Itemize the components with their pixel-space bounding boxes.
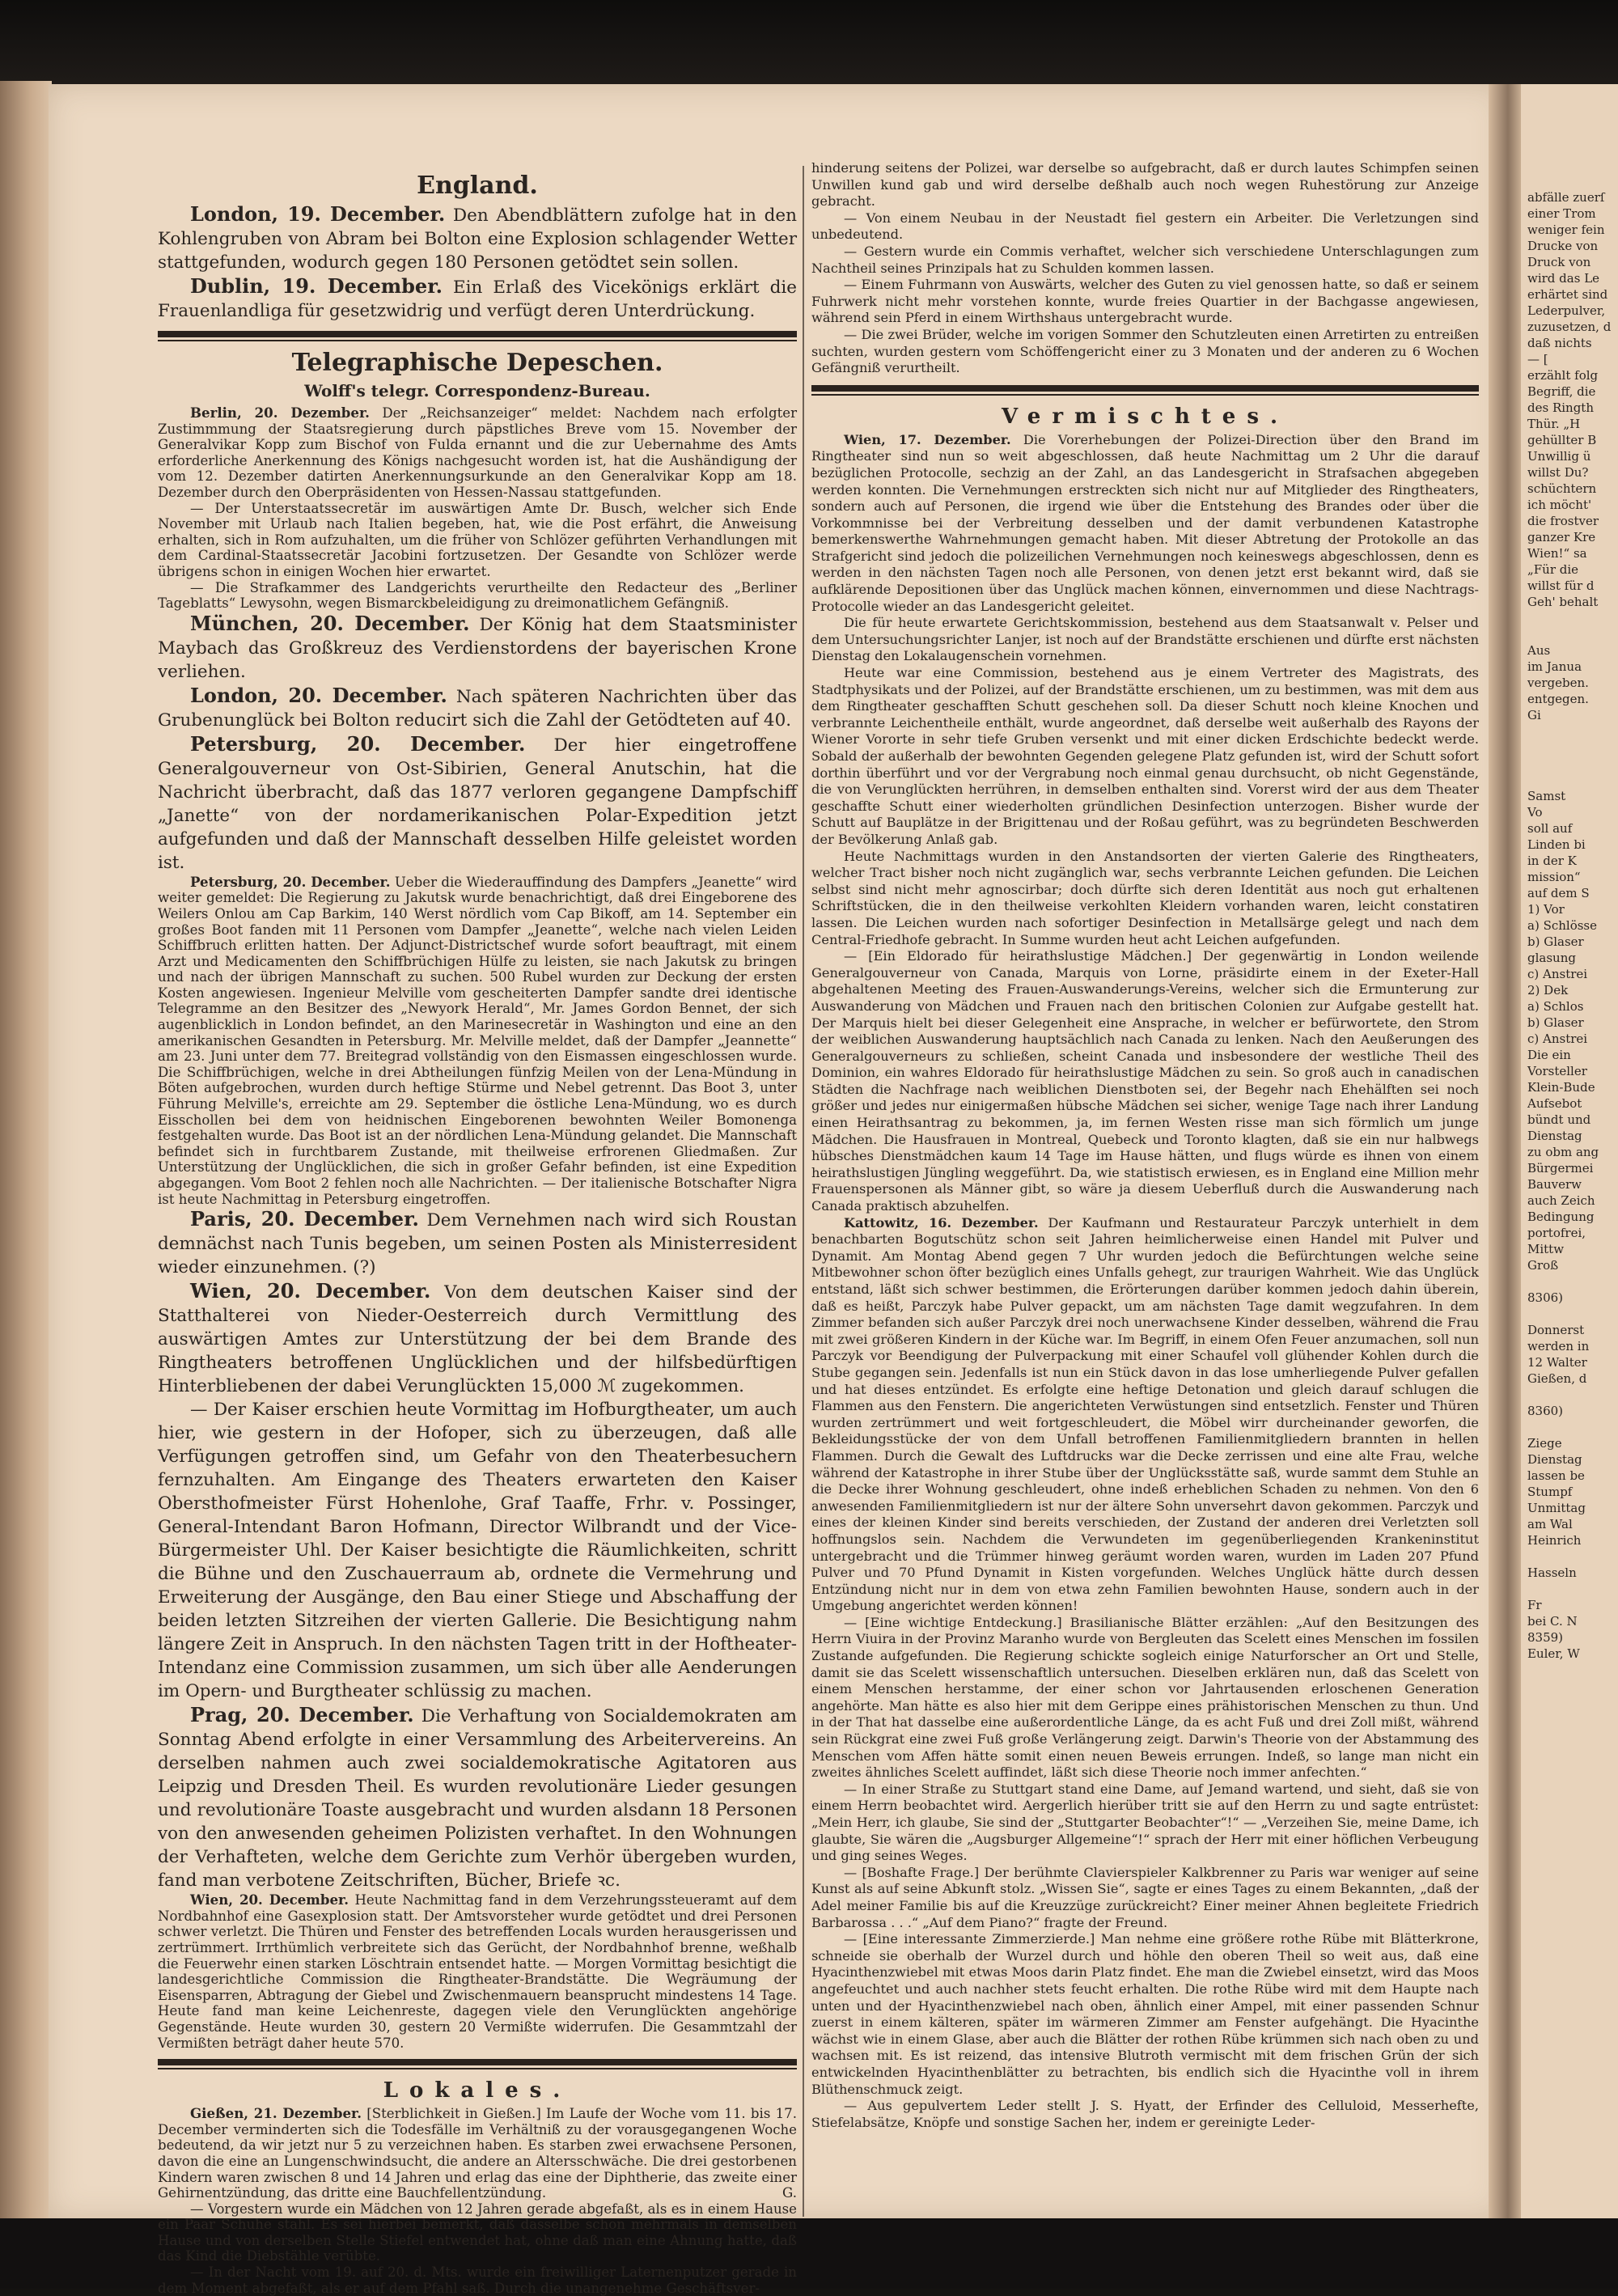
next-page-text-fragment: Unmittag (1527, 1501, 1586, 1515)
article-dateline: London, 20. December. (190, 683, 447, 707)
next-page-text-fragment (1521, 1306, 1618, 1322)
next-page-text-fragment: mission“ (1527, 870, 1581, 884)
next-page-text-fragment (1521, 610, 1618, 626)
article-dateline: München, 20. December. (190, 611, 470, 635)
next-page-text-fragment: Geh' behalt (1527, 595, 1599, 609)
article: Die für heute erwartete Gerichtskommission, bestehend aus dem Staatsanwalt v. Pelser und dem Untersuchungsrichter Lanjer, ist noch auf der Brandstätte erschienen und dürfte erst nächsten Dienstag den Lokalaugenschein vornehmen. (811, 615, 1479, 664)
next-page-text-fragment: Bauverw (1527, 1177, 1582, 1192)
article: hinderung seitens der Polizei, war derselbe so aufgebracht, daß er durch lautes Schimpfen seinen Unwillen kund gab und wird derselbe deßhalb auch noch wegen Ruhestörung zur Anzeige gebracht. (811, 160, 1479, 210)
next-page-text-fragment: Unwillig ü (1527, 449, 1591, 464)
next-page-text-fragment: Donnerst (1527, 1323, 1585, 1337)
next-page-text-fragment: Druck von (1527, 255, 1591, 269)
next-page-text-fragment: Gi (1527, 708, 1541, 722)
article-text: Dem Vernehmen nach wird sich Roustan demnächst nach Tunis begeben, um seinen Posten als Ministerresident wieder einzunehmen. (?) (158, 1210, 798, 1278)
next-page-text-fragment: b) Glaser (1527, 1015, 1584, 1030)
next-page-text-fragment: Groß (1527, 1258, 1559, 1273)
section-subtitle: Wolff's telegr. Correspondenz-Bureau. (304, 381, 650, 400)
next-page-text-fragment: Drucke von (1527, 239, 1599, 253)
article (158, 1703, 797, 1892)
next-page-text-fragment: 2) Dek (1527, 983, 1569, 998)
next-page-text-fragment: Euler, W (1527, 1646, 1580, 1661)
next-page-text-fragment (1521, 626, 1618, 642)
next-page-text-fragment: weniger fein (1527, 222, 1605, 237)
page-gutter (1489, 84, 1521, 2220)
next-page-text-fragment: c) Anstrei (1527, 1032, 1588, 1046)
next-page-text-fragment (1521, 756, 1618, 772)
next-page-text-fragment: Linden bi (1527, 837, 1586, 852)
article: — Von einem Neubau in der Neustadt fiel gestern ein Arbeiter. Die Verletzungen sind unbedeutend. (811, 210, 1479, 243)
next-page-text-fragment: wird das Le (1527, 271, 1600, 286)
article-text: Der König hat dem Staatsminister Maybach das Großkreuz des Verdienstordens der bayerischen Krone verliehen. (158, 614, 797, 682)
column-divider (803, 166, 804, 2217)
england-section (158, 170, 797, 323)
article-dateline: London, 19. December. (190, 202, 446, 226)
article (158, 580, 797, 612)
article: — Die zwei Brüder, welche im vorigen Sommer den Schutzleuten einen Arretirten zu entreißen suchten, wurden gestern vom Schöffengericht einer zu 3 Monaten und der anderen zu 6 Wochen Gefängniß verurtheilt. (811, 326, 1479, 376)
next-page-text-fragment: 8359) (1527, 1630, 1564, 1645)
next-page-text-fragment (1521, 723, 1618, 739)
article-dateline: Dublin, 19. December. (190, 274, 443, 298)
next-page-text-fragment: Lederpulver, (1527, 303, 1606, 318)
next-page-text-fragment: Mittw (1527, 1242, 1565, 1256)
article-text: Die Verhaftung von Socialdemokraten am Sonntag Abend erfolgte in einer Versammlung des Arbeitervereins. An derselben nahmen auch zwei socialdemokratische Agitatoren aus Leipzig und Dresden Theil. Es wurden revolutionäre Lieder gesungen und revolutionäre Toaste ausgebracht und wurden alsdann 18 Personen von den anwesenden geheimen Polizisten verhaftet. In den Wohnungen der Verhafteten, welche dem Gerichte zum Verhör übergeben wurden, fand man verbotene Zeitschriften, Bücher, Briefe ꝛc. (158, 1706, 797, 1891)
article (158, 732, 797, 875)
article-text: Von dem deutschen Kaiser sind der Statthalterei von Nieder-Oesterreich durch Vermittlung des auswärtigen Amtes zur Unterstützung der bei dem Brande des Ringtheaters betroffenen Unglücklichen und der hilfsbedürftigen Hinterbliebenen der dabei Verunglückten 15,000 ℳ zugekommen. (158, 1282, 797, 1397)
next-page-text-fragment: vergeben. (1527, 676, 1589, 690)
next-page-text-fragment: Bedingung (1527, 1209, 1595, 1224)
section-rule (158, 331, 797, 337)
next-page-text-fragment: Begriff, die (1527, 384, 1596, 399)
next-page-text-fragment: auch Zeich (1527, 1193, 1595, 1208)
next-page-text-fragment: Dienstag (1527, 1452, 1582, 1467)
article (158, 202, 797, 274)
next-page-text-fragment: bündt und (1527, 1112, 1591, 1127)
article: — Einem Fuhrmann von Auswärts, welcher des Guten zu viel genossen hatte, so daß er seinem Fuhrwerk nicht mehr vorstehen konnte, wurde freies Quartier in der Bachgasse angewiesen, während sein Pferd in einem Wirthshaus untergebracht wurde. (811, 277, 1479, 326)
next-page-text-fragment: im Janua (1527, 659, 1582, 674)
article-text: Heute Nachmittag fand in dem Verzehrungssteueramt auf dem Nordbahnhof eine Gasexplosion statt. Der Amtsvorsteher wurde getödtet und drei Personen schwer verletzt. Die Thüren und Fenster des betreffenden Locals wurden herausgerissen und zertrümmert. Irrthümlich verbreitete sich das Gerücht, der Nordbahnhof brenne, weßhalb die Feuerwehr einen starken Löschtrain entsendet hatte. — Morgen Vormittag besichtigt die landesgerichtliche Commission die Ringtheater-Brandstätte. Die Wegräumung der Eisensparren, Abtragung der Giebel und Zwischenmauern beansprucht mindestens 14 Tage. Heute fand man keine Leichenreste, dagegen viele den Verunglückten angehörige Gegenstände. Heute wurden 30, gestern 20 Vermißte widerrufen. Die Gesammtzahl der Vermißten beträgt daher heute 570. (158, 1892, 797, 2051)
next-page-text-fragment: a) Schlösse (1527, 918, 1598, 933)
article-text: — Der Kaiser erschien heute Vormittag im Hofburgtheater, um auch hier, wie gestern in der Hofoper, sich zu überzeugen, daß alle Verfügungen getroffen sind, um Gefahr von den Theaterbesuchern fernzuhalten. Am Eingange des Theaters erwarteten den Kaiser Obersthofmeister Fürst Hohenlohe, Graf Taaffe, Frhr. v. Possinger, General-Intendant Baron Hofmann, Director Wilbrandt und der Vice-Bürgermeister Uhl. Der Kaiser besichtigte die Räumlichkeiten, schritt die Bühne und den Zuschauerraum ab, ordnete die Vermehrung und Erweiterung der Ausgänge, den Bau einer Stiege und Abschaffung der beiden letzten Sitzreihen der vierten Gallerie. Die Besichtigung nahm längere Zeit in Anspruch. In den nächsten Tagen tritt in der Hoftheater-Intendanz eine Commission zusammen, um sich über alle Aenderungen im Opern- und Burgtheater schlüssig zu machen. (158, 1400, 797, 1702)
next-page-text-fragment: am Wal (1527, 1517, 1573, 1531)
article-dateline: Wien, 17. Dezember. (844, 431, 1011, 447)
article: — [Eine interessante Zimmerzierde.] Man nehme eine größere rothe Rübe mit Blätterkrone, schneide sie oberhalb der Wurzel durch und höhle den oberen Theil so weit aus, daß eine Hyacinthenzwiebel mit etwas Moos darin Platz findet. Ehe man die Zwiebel einsetzt, wird das Moos angefeuchtet und auch nachher stets feucht erhalten. Die rothe Rübe wird mit dem Haupte nach unten und der Hyacinthenzwiebel nach oben, ähnlich einer Ampel, mit einer passenden Schnur zuerst in einem kälteren, später im wärmeren Zimmer am Fenster aufgehängt. Die Hyacinthe wächst wie in einem Glase, aber auch die Blätter der rothen Rübe krümmen sich nach oben zu und wachsen mit. Es ist reizend, das intensive Blutroth vermischt mit dem frischen Grün der sich entwickelnden Hyacinthenblätter zu betrachten, bis endlich sich die Hyacinthe voll in ihrem Blüthenschmuck zeigt. (811, 1931, 1479, 2097)
next-page-text-fragment: Fr (1527, 1598, 1542, 1612)
next-page-text-fragment: — [ (1527, 352, 1548, 366)
article-text: Den Abendblättern zufolge hat in den Kohlengruben von Abram bei Bolton eine Explosion schlagender Wetter stattgefunden, wodurch gegen 180 Personen getödtet sein sollen. (158, 205, 797, 273)
article-dateline: Kattowitz, 16. Dezember. (844, 1214, 1039, 1231)
next-page-text-fragment (1521, 1581, 1618, 1597)
next-page-text-fragment: soll auf (1527, 821, 1573, 836)
next-page-text-fragment (1521, 1548, 1618, 1565)
article-dateline: Paris, 20. December. (190, 1207, 419, 1231)
article-dateline: Prag, 20. December. (190, 1703, 414, 1727)
next-page-text-fragment: einer Trom (1527, 206, 1596, 221)
next-page-text-fragment: 12 Walter (1527, 1355, 1587, 1370)
article-dateline: Wien, 20. December. (190, 1891, 349, 1908)
article-text: — Die Strafkammer des Landgerichts verurtheilte den Redacteur des „Berliner Tageblatts“ Lewysohn, wegen Bismarckbeleidigung zu dreimonatlichem Gefängniß. (158, 579, 797, 612)
article (811, 1215, 1479, 1615)
article (158, 875, 797, 1207)
scan-background-top (0, 0, 1618, 87)
article (158, 501, 797, 580)
next-page-text-fragment: erhärtet sind (1527, 287, 1608, 302)
next-page-text-fragment: Vorsteller (1527, 1064, 1587, 1078)
next-page-text-fragment: willst für d (1527, 578, 1595, 593)
article-text: Der Kaufmann und Restaurateur Parczyk unterhielt in dem benachbarten Bogutschütz schon seit Jahren heimlicherweise einen Handel mit Pulver und Dynamit. Am Montag Abend gegen 7 Uhr wurden jedoch die Befürchtungen welche seine Mitbewohner schon öfter bezüglich eines Unfalls gehegt, zur traurigen Wahrheit. Wie das Unglück entstand, läßt sich schwer bestimmen, die Erörterungen darüber kommen jedoch dahin überein, daß es heißt, Parczyk habe Pulver gepackt, um am nächsten Tage damit wegzufahren. In dem Zimmer befanden sich außer Parczyk drei noch unerwachsene Kinder desselben, während die Frau mit zwei größeren Kindern in der Küche war. Im Begriff, in einem Ofen Feuer anzumachen, soll nun Parczyk vor Beendigung der Pulverpackung mit einer Schaufel voll glühender Kohlen durch die Stube gegangen sein. Jedenfalls ist nun ein Stück davon in das lose umherliegende Pulver gefallen und hat dieses entzündet. Es erfolgte eine heftige Detonation und gleich darauf schlugen die Flammen aus den Fenstern. Die angerichteten Verwüstungen sind entsetzlich. Fenster und Thüren wurden zertrümmert und weit fortgeschleudert, die Möbel wirr durcheinander geworfen, die Bekleidungsstücke der von dem Unfall betroffenen Familienmitgliedern brannten in hellen Flammen. Durch die Gewalt des Luftdrucks war die Decke zerrissen und eine alte Frau, welche während der Katastrophe in ihrer Stube über der Unglücksstätte saß, wurde sammt dem Stuhle an die Decke ihrer Wohnung geschleudert, ohne indeß erheblichen Schaden zu nehmen. Von den 6 anwesenden Familienmitgliedern ist nur der ältere Sohn unversehrt davon gekommen. Parczyk und eines der kleinen Kinder sind bereits verschieden, der Zustand der anderen drei Verletzten soll hoffnungslos sein. Nachdem die Verwundeten im gegenüberliegenden Krankeninstitut untergebracht und die Trümmer hinweg geräumt worden waren, wurden im Laden 207 Pfund Pulver und 70 Pfund Dynamit in Kisten vorgefunden. Welches Unglück hätte durch dessen Entzündung nicht nur in dem von etwa zehn Familien bewohnten Hause, sondern auch in der Umgebung angerichtet werden können! (811, 1214, 1479, 1614)
next-page-text-fragment: portofrei, (1527, 1226, 1586, 1240)
next-page-text-fragment: Samst (1527, 789, 1566, 803)
left-column (158, 170, 797, 2296)
next-page-text-fragment: Heinrich (1527, 1533, 1582, 1548)
section-title-england: England. (417, 172, 538, 200)
next-page-text-fragment: bei C. N (1527, 1614, 1578, 1629)
next-page-text-fragment: Dienstag (1527, 1129, 1582, 1143)
next-page-text-fragment: des Ringth (1527, 400, 1594, 415)
next-page-text-fragment (1521, 1387, 1618, 1403)
next-page-text-fragment: willst Du? (1527, 465, 1589, 480)
article-text: — In der Nacht vom 19. auf 20. d. Mts. wurde ein freiwilliger Laternenputzer gerade in dem Moment abgefaßt, als er auf dem Pfahl saß. Durch die unangenehme Geschäftsver- (158, 2264, 797, 2296)
article-dateline: Berlin, 20. Dezember. (190, 405, 370, 421)
section-title-telegraph: Telegraphische Depeschen. (291, 349, 663, 377)
next-page-text-fragment: Vo (1527, 805, 1543, 820)
book-binding (0, 81, 52, 2225)
article (158, 2201, 797, 2264)
next-page-text-fragment (1521, 1273, 1618, 1290)
lokales-continuation (811, 160, 1479, 377)
next-page-text-fragment: daß nichts (1527, 336, 1592, 350)
next-page-text-fragment: „Für die (1527, 562, 1579, 577)
next-page-text-fragment: erzählt folg (1527, 368, 1599, 383)
article-dateline: Petersburg, 20. December. (190, 873, 391, 890)
next-page-text-fragment: zuzusetzen, d (1527, 320, 1612, 334)
article-text: Der „Reichsanzeiger“ meldet: Nachdem nach erfolgter Zustimmmung der Staatsregierung durch päpstliches Breve vom 15. November der Generalvikar Kopp zum Bischof von Fulda ernannt und die zur Uebernahme des Amts erforderliche Anerkennung des Königs nachgesucht worden ist, hat die Aushändigung der vom 12. Dezember datirten Anerkennungsurkunde an den Generalvikar Kopp am 18. Dezember durch den Oberpräsidenten von Hessen-Nassau stattgefunden. (158, 405, 797, 500)
article-text: Nach späteren Nachrichten über das Grubenunglück bei Bolton reducirt sich die Zahl der Getödteten auf 40. (158, 686, 797, 731)
article: — In einer Straße zu Stuttgart stand eine Dame, auf Jemand wartend, und sieht, daß sie von einem Herrn beobachtet wird. Aergerlich hierüber tritt sie auf den Herrn zu und sagte entrüstet: „Mein Herr, ich glaube, Sie sind der „Stuttgarter Beobachter“!“ — „Verzeihen Sie, meine Dame, ich glaubte, Sie wären die „Augsburger Allgemeine“!“ sprach der Herr mit einer höflichen Verbeugung und ging seines Weges. (811, 1781, 1479, 1864)
next-page-text-fragment: b) Glaser (1527, 934, 1584, 949)
next-page-text-fragment: werden in (1527, 1339, 1590, 1353)
author-initial: G. (782, 2185, 797, 2201)
next-page-text-fragment: entgegen. (1527, 692, 1589, 706)
article: — Aus gepulvertem Leder stellt J. S. Hyatt, der Erfinder des Celluloid, Messerhefte, Stiefelabsätze, Knöpfe und sonstige Sachen her, indem er gereinigte Leder- (811, 2098, 1479, 2130)
next-page-text-fragment: Hasseln (1527, 1565, 1577, 1580)
article: — [Ein Eldorado für heirathslustige Mädchen.] Der gegenwärtig in London weilende Generalgouverneur von Canada, Marquis von Lorne, präsidirte einem in der Exeter-Hall abgehaltenen Meeting des Frauen-Auswanderungs-Vereins, welcher sich die Ermunterung zur Auswanderung von Mädchen und Frauen nach den britischen Colonien zur Aufgabe gestellt hat. Der Marquis hielt bei dieser Gelegenheit eine Ansprache, in welcher er befürwortete, den Strom der weiblichen Auswanderung hauptsächlich nach Canada zu lenken. Nach den Aeußerungen des Generalgouverneurs zu schließen, scheint Canada und insbesondere der westliche Theil des Dominion, ein wahres Eldorado für heirathslustige Mädchen zu sein. So groß auch in canadischen Städten die Nachfrage nach weiblichen Dienstboten sei, der Begehr nach Ehehälften sei noch größer und jedes nur einigermaßen hübsche Mädchen sei sicher, wenige Tage nach ihrer Landung einen Heirathsantrag zu bekommen, ja, im fernen Westen risse man sich förmlich um junge Mädchen. Die Hausfrauen in Montreal, Quebeck und Toronto klagten, daß sie ein nur halbwegs hübsches Dienstmädchen kaum 14 Tage im Hause hätten, und flugs würde es ihnen von einem heirathslustigen Jüngling weggeführt. Da, wie statistisch erwiesen, es in England eine Million mehr Frauenspersonen als Männer gibt, so wäre ja diesem Ueberfluß durch die Auswanderung nach Canada praktisch abzuhelfen. (811, 948, 1479, 1214)
next-page-text-fragment: ich möcht' (1527, 498, 1592, 512)
article (158, 684, 797, 732)
next-page-text-fragment: lassen be (1527, 1468, 1585, 1483)
next-page-text-fragment: Die ein (1527, 1048, 1571, 1062)
next-page-text-fragment (1521, 739, 1618, 756)
section-rule (158, 2059, 797, 2065)
section-rule (811, 385, 1479, 392)
next-page-text-fragment: 1) Vor (1527, 902, 1565, 917)
next-page-text-fragment: Wien!“ sa (1527, 546, 1587, 561)
next-page-text-fragment: die frostver (1527, 514, 1599, 528)
article (158, 274, 797, 323)
next-page-text-fragment: 8306) (1527, 1290, 1564, 1305)
article (158, 2264, 797, 2296)
article: Heute Nachmittags wurden in den Anstandsorten der vierten Galerie des Ringtheaters, welcher Tract bisher noch nicht zugänglich war, sechs verbrannte Leichen gefunden. Die Leichen selbst sind nicht mehr agnoscirbar; doch dürfte sich deren Identität aus noch gut erhaltenen Schriftstücken, die in den theilweise verkohlten Kleidern vorhanden waren, leicht constatiren lassen. Die Leichen wurden nach sofortiger Desinfection in Metallsärge gelegt und nach dem Central-Friedhofe gebracht. In Summe wurden heut acht Leichen aufgefunden. (811, 848, 1479, 947)
article (158, 1892, 797, 2051)
next-page-text-fragment: schüchtern (1527, 481, 1597, 496)
next-page-text-fragment: Thür. „H (1527, 417, 1581, 431)
next-page-text-fragment: Klein-Bude (1527, 1080, 1595, 1095)
article (158, 2106, 797, 2201)
next-page-text-fragment (1521, 772, 1618, 788)
article-text: Der hier eingetroffene Generalgouverneur von Ost-Sibirien, General Anutschin, hat die Nachricht überbracht, daß das 1877 verloren gegangene Dampfschiff „Janette“ von der nordamerikanischen Polar-Expedition jetzt aufgefunden und daß der Mannschaft desselben Hilfe geleistet worden ist. (158, 735, 797, 873)
next-page-text-fragment: c) Anstrei (1527, 967, 1588, 981)
article-dateline: Petersburg, 20. December. (190, 731, 526, 756)
article-text: Ein Erlaß des Vicekönigs erklärt die Frauenlandliga für gesetzwidrig und verfügt deren Unterdrückung. (158, 277, 797, 321)
telegraph-section (158, 347, 797, 2051)
article (158, 1279, 797, 1398)
article: — [Boshafte Frage.] Der berühmte Clavierspieler Kalkbrenner zu Paris war weniger auf seine Kunst als auf seine Abkunft stolz. „Wissen Sie“, sagte er eines Tages zu einem Bekannten, „daß der Adel meiner Familie bis auf die Kreuzzüge zurückreicht? Einer meiner Ahnen begleitete Friedrich Barbarossa . . .“ „Auf dem Piano?“ fragte der Freund. (811, 1864, 1479, 1930)
article (158, 405, 797, 501)
article-text: Ueber die Wiederauffindung des Dampfers „Jeanette“ wird weiter gemeldet: Die Regierung zu Jakutsk wurde benachrichtigt, daß drei Eingeborene des Weilers Onlou am Cap Barkim, 140 Werst nördlich vom Cap Bikoff, am 14. September ein großes Boot fanden mit 11 Personen vom Dampfer „Jeanette“, welche nach vielen Leiden Schiffbruch erlitten hatten. Der Adjunct-Districtschef wurde sofort beauftragt, mit einem Arzt und Medicamenten den Schiffbrüchigen Hülfe zu leisten, sie nach Jakutsk zu bringen und nach der übrigen Mannschaft zu suchen. 500 Rubel wurden zur Deckung der ersten Kosten angewiesen. Ingenieur Melville vom gescheiterten Dampfer sandte drei identische Telegramme an den Besitzer des „Newyork Herald“, Mr. James Gordon Bennet, der sich augenblicklich in London befindet, an den Marinesecretär in Washington und eine an den amerikanischen Gesandten in Petersburg. Mr. Melville meldet, daß der Dampfer „Jeannette“ am 23. Juni unter dem 77. Breitegrad vollständig von den Eismassen eingeschlossen wurde. Die Schiffbrüchigen, welche in drei Abtheilungen fünfzig Meilen von der Lena-Mündung in Böten aufgebrochen, wurden durch heftige Stürme und Nebel getrennt. Das Boot 3, unter Führung Melville's, erreichte am 29. September die östliche Lena-Mündung, wo es durch Eisschollen bei dem von heidnischen Eingeborenen bewohnten Weiler Bomonenga festgehalten wurde. Das Boot ist an der nördlichen Lena-Mündung gelandet. Die Mannschaft befindet sich in furchtbarem Zustande, mit theilweise erfrorenen Gliedmaßen. Zur Unterstützung der Unglücklichen, die sich in großer Gefahr befinden, ist eine Expedition abgegangen. Vom Boot 2 fehlen noch alle Nachrichten. — Der italienische Botschafter Nigra ist heute Nachmittag in Petersburg eingetroffen. (158, 874, 798, 1207)
next-page-text-fragment: a) Schlos (1527, 999, 1584, 1014)
article: — [Eine wichtige Entdeckung.] Brasilianische Blätter erzählen: „Auf den Besitzungen des Herrn Viuira in der Provinz Maranho wurde von Bergleuten das Scelett eines Menschen im fossilen Zustande aufgefunden. Die Regierung schickte sogleich einige Naturforscher an Ort und Stelle, damit sie das Scelett wissenschaftlich untersuchen. Dieselben erklären nun, daß das Scelett von einem Menschen herstamme, der einer schon vor Jahrtausenden erloschenen Generation angehörte. Man hätte es also hier mit dem Gerippe eines prähistorischen Menschen zu thun. Und in der That hat dasselbe eine außerordentliche Länge, da es acht Fuß und drei Zoll mißt, während sein Rückgrat eine zwei Fuß große Verlängerung zeigt. Darwin's Theorie von der Abstammung des Menschen vom Affen hätte somit einen neuen Beweis errungen. Indeß, so lange man nicht ein zweites ähnliches Scelett auffindet, läßt sich diese Theorie noch immer anfechten.“ (811, 1614, 1479, 1781)
next-page-text-fragment: Stumpf (1527, 1485, 1573, 1499)
next-page-text-fragment: 8360) (1527, 1404, 1564, 1418)
next-page-edge (1521, 84, 1618, 2220)
article: Heute war eine Commission, bestehend aus je einem Vertreter des Magistrats, des Stadtphysikats und der Polizei, auf der Brandstätte erschienen, um zu bestimmen, was mit dem aus dem Ringtheater geschafften Schutt geschehen soll. Da dieser Schutt noch kleine Knochen und verbrannte Leichentheile enthält, wurde angeordnet, daß derselbe weit außerhalb des Rayons der Wiener Vororte in sehr tiefe Gruben versenkt und mit einer dicken Erdschichte bedeckt werde. Sobald der außerhalb der bewohnten Gegenden gelegene Platz gefunden ist, wird der Schutt sofort dorthin überführt und vor der Vergrabung noch einmal genau durchsucht, ob nicht Gegenstände, die von Verunglückten herrühren, in demselben enthalten sind. Vorerst wird der aus dem Theater geschaffte Schutt einer wiederholten gründlichen Desinfection unterzogen. Bisher wurde der Schutt auf Bauplätze in der Brigittenau und der Roßau geführt, was zu begründeten Beschwerden der Bevölkerung Anlaß gab. (811, 665, 1479, 847)
next-page-text-fragment: glasung (1527, 951, 1576, 965)
next-page-text-fragment: Ziege (1527, 1436, 1562, 1451)
article-dateline: Gießen, 21. Dezember. (190, 2105, 362, 2122)
next-page-text-fragment: Bürgermei (1527, 1161, 1594, 1176)
article (158, 1207, 797, 1279)
article (158, 1398, 797, 1703)
next-page-text-fragment: zu obm ang (1527, 1145, 1599, 1159)
article-text: [Sterblichkeit in Gießen.] Im Laufe der Woche vom 11. bis 17. December verminderten sich die Todesfälle im Verhältniß zu der vorausgegangenen Woche bedeutend, da wir jetzt nur 5 zu verzeichnen haben. Es starben zwei erwachsene Personen, davon die eine an Lungenschwindsucht, die andere an Altersschwäche. Die drei gestorbenen Kindern waren zwischen 8 und 14 Jahren und erlag das eine der Diphtherie, das zweite einer Gehirnentzündung, das dritte eine Bauchfellentzündung. (158, 2106, 797, 2201)
next-page-text-fragment (1521, 1419, 1618, 1435)
article-text: — Vorgestern wurde ein Mädchen von 12 Jahren gerade abgefaßt, als es in einem Hause ein Paar Schuhe stahl. Es sei hierbei bemerkt, daß dasselbe schon mehrmals in demselben Hause und von derselben Stelle Stiefel entwendet hat, ohne daß man eine Ahnung hatte, daß das Kind die Diebstähle verübte. (158, 2201, 797, 2264)
article-text: Die Vorerhebungen der Polizei-Direction über den Brand im Ringtheater sind nun so weit abgeschlossen, daß heute Nachmittag um 2 Uhr die darauf bezüglichen Protocolle, sechzig an der Zahl, an das Landesgericht in Strafsachen abgegeben werden konnten. Die Vernehmungen erstreckten sich nicht nur auf Mitglieder des Ringtheaters, sondern auch auf Personen, die irgend wie über die Entstehung des Brandes oder über die Vorkommnisse bei der Verbreitung desselben und der damit verbundenen Katastrophe bemerkenswerthe Wahrnehmungen gemacht haben. Mit dieser Abtretung der Protokolle an das Strafgericht sind jedoch die polizeilichen Vernehmungen noch keineswegs abgeschlossen, denn es werden in den nächsten Tagen noch alle Personen, von denen jetzt erst bekannt wird, daß sie aufklärende Depositionen über das Unglück machen können, einvernommen und diese Nachtrags-Protocolle wieder an das Landesgericht geleitet. (811, 431, 1479, 614)
next-page-text-fragment: Aufsebot (1527, 1096, 1582, 1111)
next-page-text-fragment: auf dem S (1527, 886, 1590, 900)
article-text: — Der Unterstaatssecretär im auswärtigen Amte Dr. Busch, welcher sich Ende November mit Urlaub nach Italien begeben, hat, wie die Post erfährt, die Anweisung erhalten, sich in Rom aufzuhalten, um die früher von Schlözer geführten Verhandlungen mit dem Cardinal-Staatssecretär Jacobini fortzusetzen. Der Gesandte von Schlözer werde übrigens schon in einigen Wochen hier erwartet. (158, 500, 797, 579)
article: — Gestern wurde ein Commis verhaftet, welcher sich verschiedene Unterschlagungen zum Nachtheil seines Prinzipals hat zu Schulden kommen lassen. (811, 243, 1479, 276)
next-page-text-fragment: Aus (1527, 643, 1551, 658)
section-title-vermischtes: Vermischtes. (1001, 404, 1290, 429)
next-page-text-fragment: gehüllter B (1527, 433, 1597, 447)
next-page-text-fragment: Gießen, d (1527, 1371, 1587, 1386)
next-page-text-fragment: ganzer Kre (1527, 530, 1596, 544)
next-page-text-fragment: in der K (1527, 854, 1577, 868)
article (158, 612, 797, 684)
article (811, 432, 1479, 616)
vermischtes-section (811, 401, 1479, 2132)
next-page-text-fragment: abfälle zuerſ (1527, 190, 1605, 205)
section-title-lokales: Lokales. (383, 2078, 572, 2103)
right-column (811, 160, 1479, 2131)
lokales-section (158, 2075, 797, 2296)
article-dateline: Wien, 20. December. (190, 1279, 431, 1303)
